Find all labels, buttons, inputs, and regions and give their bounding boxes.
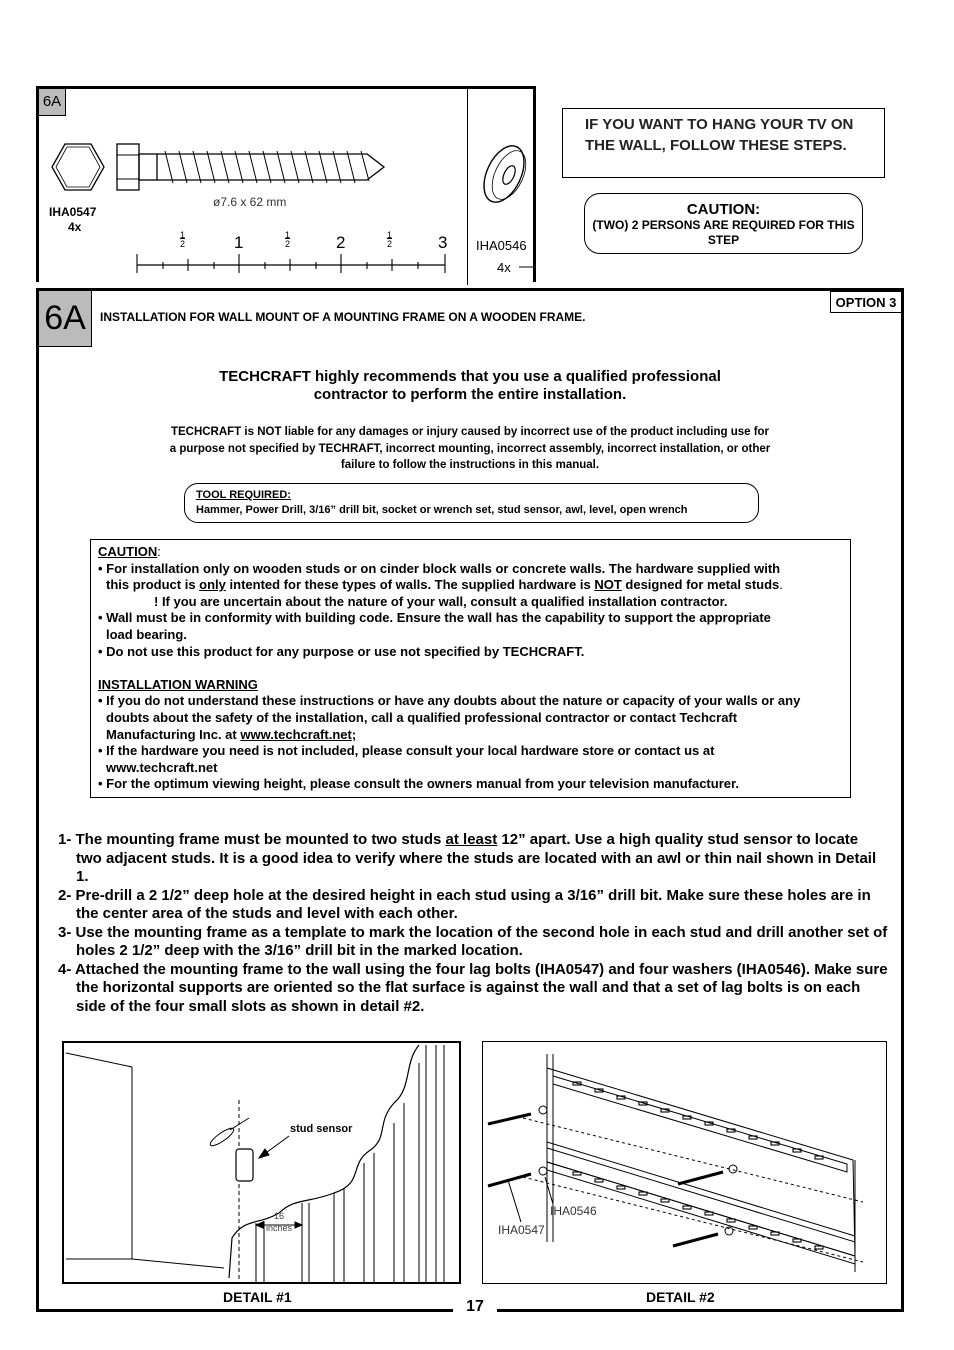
- wall-hang-intro: IF YOU WANT TO HANG YOUR TV ON THE WALL, FOLLOW THESE STEPS.: [562, 108, 885, 178]
- stud-spacing-value: 16: [273, 1211, 284, 1221]
- caution-title: CAUTION: [98, 544, 158, 559]
- bolt-size: ø7.6 x 62 mm: [213, 195, 287, 209]
- step-3: 3- Use the mounting frame as a template to mark the location of the second hole in each stud and drill another set of holes 2 1/2” deep with the 3/16” drill bit in the marked location.: [58, 923, 888, 959]
- stud-spacing-unit: inches: [265, 1223, 292, 1233]
- caution-pill-title: CAUTION:: [686, 201, 761, 218]
- ruler-label-2: 2: [336, 233, 346, 252]
- section-title: INSTALLATION FOR WALL MOUNT OF A MOUNTING FRAME ON A WOODEN FRAME.: [100, 310, 586, 324]
- ruler-label-1: 1: [234, 233, 244, 252]
- ruler-half-1: 1 2: [180, 230, 186, 249]
- option-badge: OPTION 3: [830, 291, 902, 313]
- caution-warning-box: CAUTION: • For installation only on wooden studs or on cinder block walls or concrete walls. The hardware supplied with this product is only intented for these types of walls. The supplied hardware is NOT designed for metal studs. ! If you are uncertain about the nature of your wall, consult a qualified installation contractor. • Wall must be in conformity with building code. Ensure the wall has the capability to support the appropriate load bearing. • Do not use this product for any purpose or use not specified by TECHCRAFT. INSTALLATION WARNING • If you do not understand these instructions or have any doubts about the nature or capacity of your walls or any doubts about the safety of the installation, call a qualified professional contractor or contact Techcraft Manufacturing Inc. at www.techcraft.net; • If the hardware you need is not included, please consult your local hardware store or contact us at www.techcraft.net • For the optimum viewing height, please consult the owners manual from your television manufacturer.: [90, 539, 851, 798]
- detail-2-figure: [482, 1041, 887, 1284]
- bolt-label: IHA0547: [498, 1223, 545, 1237]
- step-1: 1- The mounting frame must be mounted to two studs at least 12” apart. Use a high quality stud sensor to locate two adjacent studs. It is a good idea to verify where the studs are located with an awl or thin nail shown in Detail 1.: [58, 831, 877, 885]
- stud-sensor-label: stud sensor: [290, 1123, 353, 1135]
- washer-code: IHA0546: [476, 238, 527, 253]
- hardware-tag: 6A: [39, 89, 66, 116]
- bolt-code: IHA0547: [49, 205, 97, 219]
- lag-bolt-drawing: [39, 89, 534, 285]
- caution-pill: [584, 193, 863, 254]
- ruler-half-3: 1 2: [387, 230, 393, 249]
- footer-rule-left: [36, 1309, 453, 1312]
- uncertain-warning: ! If you are uncertain about the nature of your wall, consult a qualified installation contractor.: [154, 593, 728, 609]
- tools-list: Hammer, Power Drill, 3/16” drill bit, socket or wrench set, stud sensor, awl, level, open wrench: [196, 504, 688, 516]
- recommend-text: TECHCRAFT highly recommends that you use a qualified professional contractor to perform the entire installation.: [219, 368, 721, 403]
- bolt-qty: 4x: [68, 220, 82, 234]
- hardware-divider: [467, 89, 468, 285]
- washer-qty: 4x: [497, 260, 511, 275]
- detail-1-label: DETAIL #1: [223, 1289, 292, 1305]
- footer-rule-right: [497, 1309, 904, 1312]
- washer-label: IHA0546: [550, 1204, 597, 1218]
- hardware-panel: [36, 86, 536, 282]
- mounting-frame-illustration: [483, 1042, 886, 1283]
- step-2: 2- Pre-drill a 2 1/2” deep hole at the desired height in each stud using a 3/16” drill bit. Make sure these holes are in the center area of the studs and level with each other.: [58, 886, 871, 922]
- ruler-label-3: 3: [438, 233, 448, 252]
- installation-warning-title: INSTALLATION WARNING: [98, 676, 258, 692]
- page-number: 17: [466, 1298, 484, 1315]
- installation-steps: [58, 831, 888, 1016]
- liability-text: TECHCRAFT is NOT liable for any damages or injury caused by incorrect use of the product including use for a purpose not specified by TECHRAFT, incorrect mounting, incorrect assembly, incorrect installation, or other failure to follow the instructions in this manual.: [169, 426, 771, 471]
- step-4: 4- Attached the mounting frame to the wall using the four lag bolts (IHA0547) and four washers (IHA0546). Make sure the horizontal supports are oriented so the flat surface is against the wall and that a set of lag bolts is on each side of the four small slots as shown in detail #2.: [58, 960, 888, 1015]
- caution-pill-text: (TWO) 2 PERSONS ARE REQUIRED FOR THIS STEP: [592, 218, 855, 247]
- techcraft-link[interactable]: www.techcraft.net: [240, 726, 352, 742]
- section-tag: 6A: [39, 291, 92, 347]
- ruler-half-2: 1 2: [285, 230, 291, 249]
- tools-required-box: [184, 483, 759, 523]
- tools-title: TOOL REQUIRED:: [196, 489, 291, 501]
- stud-sensor-illustration: [64, 1043, 459, 1282]
- detail-1-figure: [62, 1041, 461, 1284]
- detail-2-label: DETAIL #2: [646, 1289, 715, 1305]
